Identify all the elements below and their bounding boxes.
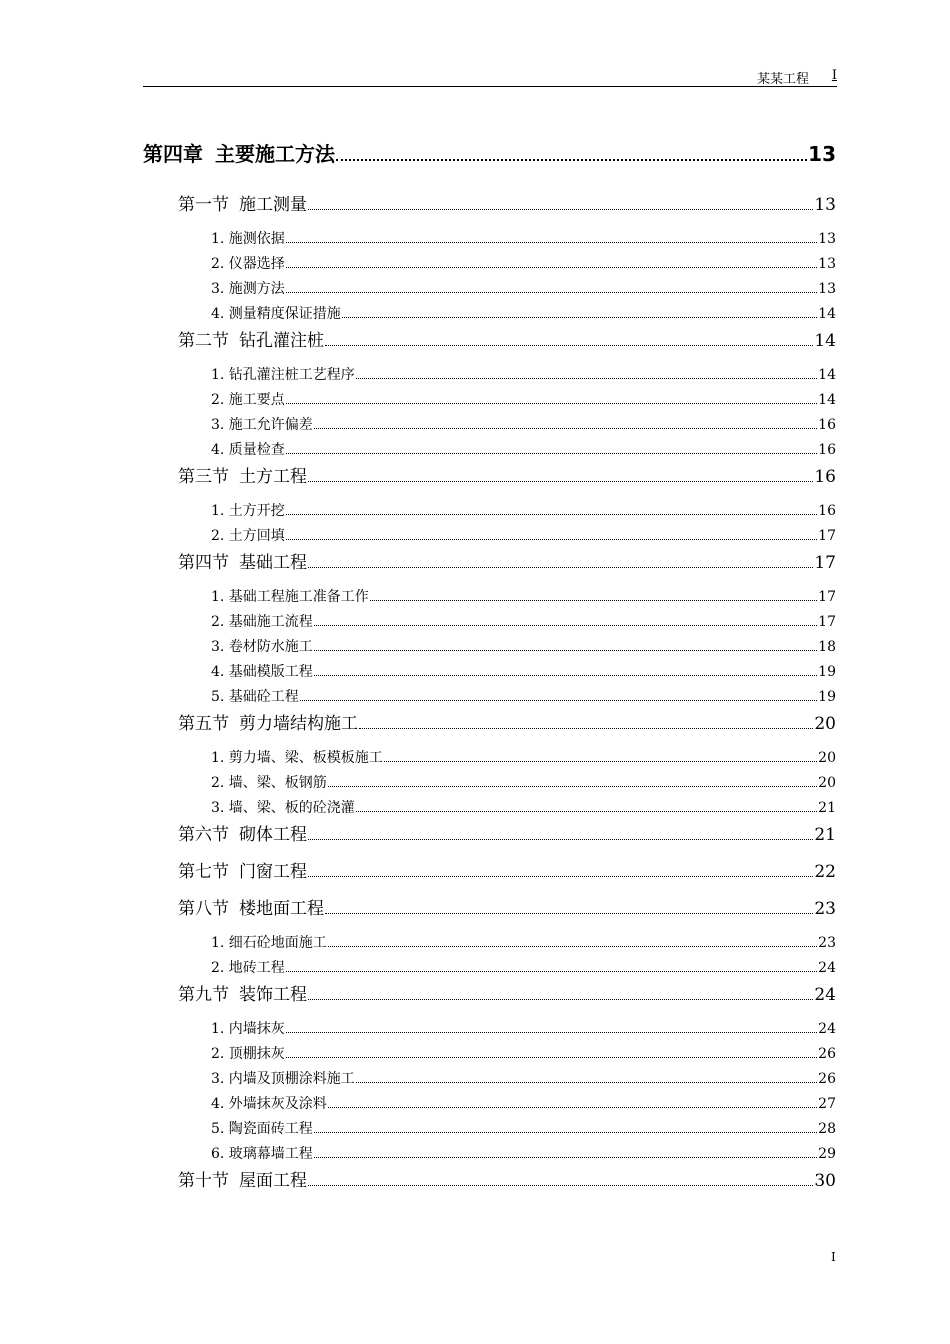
toc-entry-page-number: 17 (818, 614, 836, 630)
toc-subsection-entry[interactable] (211, 932, 836, 952)
toc-dot-leader (286, 284, 817, 293)
toc-entry-title (211, 686, 299, 706)
toc-entry-label: 4. 质量检查 (211, 442, 285, 458)
toc-dot-leader (314, 1124, 817, 1133)
toc-entry-label: 1. 剪力墙、梁、板模板施工 (211, 750, 383, 766)
toc-entry-label: 1. 基础工程施工准备工作 (211, 589, 369, 605)
toc-entry-title (211, 278, 285, 298)
toc-dot-leader (308, 1175, 813, 1186)
toc-section-entry[interactable] (178, 980, 836, 1005)
toc-entry-title (211, 414, 313, 434)
toc-entry-title (211, 611, 313, 631)
toc-entry-page-number: 26 (818, 1071, 836, 1087)
toc-section-entry[interactable] (178, 326, 836, 351)
toc-subsection-entry[interactable] (211, 1068, 836, 1088)
toc-entry-title (211, 797, 355, 817)
toc-entry-label: 1. 施测依据 (211, 231, 285, 247)
toc-entry-page-number: 13 (808, 142, 836, 166)
toc-dot-leader (308, 199, 813, 210)
toc-entry-number: 第二节 (178, 331, 229, 351)
toc-entry-label: 1. 钻孔灌注桩工艺程序 (211, 367, 355, 383)
toc-entry-label: 2. 地砖工程 (211, 960, 285, 976)
toc-entry-page-number: 20 (818, 750, 836, 766)
toc-entry-page-number: 17 (814, 553, 836, 573)
toc-entry-label: 1. 土方开挖 (211, 503, 285, 519)
toc-entry-title (211, 661, 313, 681)
toc-dot-leader (300, 692, 817, 701)
toc-dot-leader (356, 370, 817, 379)
toc-entry-label: 2. 墙、梁、板钢筋 (211, 775, 327, 791)
toc-dot-leader (286, 1049, 817, 1058)
toc-subsection-entry[interactable] (211, 957, 836, 977)
toc-entry-number: 第六节 (178, 825, 229, 845)
toc-entry-title (178, 462, 307, 487)
toc-entry-page-number: 17 (818, 528, 836, 544)
toc-subsection-entry[interactable] (211, 1018, 836, 1038)
toc-entry-page-number: 14 (818, 367, 836, 383)
toc-entry-title (211, 303, 341, 323)
toc-dot-leader (356, 1074, 817, 1083)
toc-dot-leader (314, 1149, 817, 1158)
toc-section-entry[interactable] (178, 709, 836, 734)
toc-entry-title (211, 1043, 285, 1063)
toc-entry-page-number: 17 (818, 589, 836, 605)
toc-entry-label: 3. 施测方法 (211, 281, 285, 297)
toc-entry-page-number: 24 (818, 960, 836, 976)
header-title: 某某工程 (756, 72, 809, 87)
toc-subsection-entry[interactable] (211, 1118, 836, 1138)
toc-entry-page-number: 23 (814, 899, 836, 919)
toc-entry-label: 1. 内墙抹灰 (211, 1021, 285, 1037)
toc-entry-title (178, 709, 358, 734)
toc-entry-label: 土方工程 (239, 467, 307, 487)
toc-section-entry[interactable] (178, 190, 836, 215)
toc-dot-leader (286, 395, 817, 404)
toc-entry-title (211, 1118, 313, 1138)
toc-entry-label: 装饰工程 (239, 985, 307, 1005)
toc-entry-title (211, 228, 285, 248)
toc-entry-label: 砌体工程 (239, 825, 307, 845)
toc-entry-number: 第九节 (178, 985, 229, 1005)
toc-entry-title (211, 500, 285, 520)
toc-subsection-entry[interactable] (211, 389, 836, 409)
toc-entry-title (178, 980, 307, 1005)
toc-dot-leader (308, 557, 813, 568)
toc-entry-label: 3. 内墙及顶棚涂料施工 (211, 1071, 355, 1087)
toc-subsection-entry[interactable] (211, 1093, 836, 1113)
toc-entry-page-number: 30 (814, 1171, 836, 1191)
toc-subsection-entry[interactable] (211, 1043, 836, 1063)
toc-entry-title (211, 932, 327, 952)
toc-entry-page-number: 16 (814, 467, 836, 487)
toc-entry-page-number: 13 (818, 256, 836, 272)
toc-entry-title (211, 389, 285, 409)
toc-subsection-entry[interactable] (211, 661, 836, 681)
toc-entry-title (211, 1093, 327, 1113)
toc-dot-leader (314, 420, 817, 429)
toc-subsection-entry[interactable] (211, 772, 836, 792)
toc-dot-leader (314, 667, 817, 676)
toc-entry-label: 2. 顶棚抹灰 (211, 1046, 285, 1062)
toc-entry-title (143, 138, 335, 167)
toc-entry-label: 2. 仪器选择 (211, 256, 285, 272)
toc-subsection-entry[interactable] (211, 686, 836, 706)
toc-section-entry[interactable] (178, 857, 836, 882)
toc-dot-leader (286, 506, 817, 515)
toc-entry-number: 第三节 (178, 467, 229, 487)
toc-entry-title (211, 772, 327, 792)
toc-entry-number: 第五节 (178, 714, 229, 734)
toc-entry-label: 4. 基础模版工程 (211, 664, 313, 680)
toc-entry-title (211, 636, 313, 656)
toc-dot-leader (308, 989, 813, 1000)
toc-entry-page-number: 13 (818, 231, 836, 247)
toc-section-entry[interactable] (178, 820, 836, 845)
toc-entry-page-number: 29 (818, 1146, 836, 1162)
toc-subsection-entry[interactable] (211, 1143, 836, 1163)
toc-entry-page-number: 24 (814, 985, 836, 1005)
toc-entry-title (178, 548, 307, 573)
toc-dot-leader (328, 778, 817, 787)
toc-entry-title (211, 525, 285, 545)
header-page-number: I (831, 68, 837, 83)
toc-entry-title (211, 1143, 313, 1163)
toc-subsection-entry[interactable] (211, 364, 836, 384)
toc-entry-label: 门窗工程 (239, 862, 307, 882)
toc-entry-label: 2. 土方回填 (211, 528, 285, 544)
toc-entry-page-number: 13 (818, 281, 836, 297)
toc-entry-number: 第四节 (178, 553, 229, 573)
toc-entry-page-number: 22 (814, 862, 836, 882)
toc-dot-leader (370, 592, 817, 601)
toc-entry-page-number: 21 (814, 825, 836, 845)
toc-dot-leader (342, 309, 817, 318)
toc-entry-title (178, 820, 307, 845)
toc-entry-label: 2. 基础施工流程 (211, 614, 313, 630)
toc-entry-title (211, 586, 369, 606)
toc-entry-page-number: 19 (818, 689, 836, 705)
toc-entry-label: 主要施工方法 (215, 142, 335, 166)
toc-entry-label: 1. 细石砼地面施工 (211, 935, 327, 951)
toc-dot-leader (328, 1099, 817, 1108)
toc-entry-label: 屋面工程 (239, 1171, 307, 1191)
toc-dot-leader (286, 445, 817, 454)
toc-dot-leader (314, 617, 817, 626)
toc-section-entry[interactable] (178, 548, 836, 573)
toc-subsection-entry[interactable] (211, 525, 836, 545)
toc-entry-title (211, 439, 285, 459)
toc-entry-label: 4. 外墙抹灰及涂料 (211, 1096, 327, 1112)
toc-entry-page-number: 14 (814, 331, 836, 351)
toc-entry-title (178, 190, 307, 215)
toc-entry-page-number: 14 (818, 392, 836, 408)
toc-subsection-entry[interactable] (211, 228, 836, 248)
toc-entry-label: 剪力墙结构施工 (239, 714, 358, 734)
toc-subsection-entry[interactable] (211, 500, 836, 520)
toc-dot-leader (308, 829, 813, 840)
toc-dot-leader (325, 903, 813, 914)
toc-dot-leader (336, 147, 807, 161)
toc-entry-title (178, 326, 324, 351)
toc-entry-page-number: 13 (814, 195, 836, 215)
toc-entry-label: 5. 基础砼工程 (211, 689, 299, 705)
toc-entry-label: 基础工程 (239, 553, 307, 573)
toc-entry-page-number: 14 (818, 306, 836, 322)
toc-entry-label: 施工测量 (239, 195, 307, 215)
toc-dot-leader (286, 1024, 817, 1033)
toc-entry-label: 3. 施工允许偏差 (211, 417, 313, 433)
toc-entry-page-number: 23 (818, 935, 836, 951)
toc-entry-title (178, 857, 307, 882)
toc-entry-number: 第四章 (143, 142, 203, 166)
toc-dot-leader (356, 803, 817, 812)
toc-entry-label: 钻孔灌注桩 (239, 331, 324, 351)
toc-entry-title (211, 253, 285, 273)
toc-entry-page-number: 27 (818, 1096, 836, 1112)
toc-entry-number: 第十节 (178, 1171, 229, 1191)
toc-dot-leader (308, 471, 813, 482)
toc-dot-leader (359, 718, 813, 729)
toc-subsection-entry[interactable] (211, 414, 836, 434)
toc-entry-title (211, 1018, 285, 1038)
toc-entry-page-number: 28 (818, 1121, 836, 1137)
toc-entry-title (211, 747, 383, 767)
toc-subsection-entry[interactable] (211, 303, 836, 323)
toc-entry-page-number: 16 (818, 417, 836, 433)
toc-subsection-entry[interactable] (211, 439, 836, 459)
toc-dot-leader (286, 531, 817, 540)
toc-entry-title (178, 894, 324, 919)
toc-entry-page-number: 26 (818, 1046, 836, 1062)
toc-entry-title (211, 957, 285, 977)
toc-subsection-entry[interactable] (211, 747, 836, 767)
toc-entry-title (178, 1166, 307, 1191)
toc-subsection-entry[interactable] (211, 636, 836, 656)
toc-subsection-entry[interactable] (211, 278, 836, 298)
toc-section-entry[interactable] (178, 894, 836, 919)
toc-entry-label: 2. 施工要点 (211, 392, 285, 408)
toc-subsection-entry[interactable] (211, 797, 836, 817)
toc-entry-number: 第八节 (178, 899, 229, 919)
toc-entry-page-number: 19 (818, 664, 836, 680)
toc-entry-title (211, 1068, 355, 1088)
toc-subsection-entry[interactable] (211, 253, 836, 273)
footer-page-number: I (831, 1250, 836, 1264)
toc-dot-leader (328, 938, 817, 947)
toc-entry-page-number: 24 (818, 1021, 836, 1037)
toc-dot-leader (286, 234, 817, 243)
toc-entry-page-number: 16 (818, 503, 836, 519)
toc-entry-label: 6. 玻璃幕墙工程 (211, 1146, 313, 1162)
toc-entry-page-number: 20 (818, 775, 836, 791)
toc-subsection-entry[interactable] (211, 611, 836, 631)
toc-dot-leader (384, 753, 817, 762)
toc-entry-label: 4. 测量精度保证措施 (211, 306, 341, 322)
toc-entry-page-number: 16 (818, 442, 836, 458)
toc-entry-label: 3. 卷材防水施工 (211, 639, 313, 655)
toc-entry-number: 第七节 (178, 862, 229, 882)
toc-entry-page-number: 20 (814, 714, 836, 734)
toc-entry-title (211, 364, 355, 384)
toc-subsection-entry[interactable] (211, 586, 836, 606)
toc-dot-leader (308, 866, 813, 877)
toc-section-entry[interactable] (178, 462, 836, 487)
toc-entry-page-number: 21 (818, 800, 836, 816)
toc-entry-label: 5. 陶瓷面砖工程 (211, 1121, 313, 1137)
toc-entry-label: 楼地面工程 (239, 899, 324, 919)
toc-chapter-entry[interactable] (143, 138, 836, 167)
toc-dot-leader (286, 963, 817, 972)
toc-entry-number: 第一节 (178, 195, 229, 215)
toc-dot-leader (314, 642, 817, 651)
toc-entry-page-number: 18 (818, 639, 836, 655)
toc-section-entry[interactable] (178, 1166, 836, 1191)
toc-dot-leader (286, 259, 817, 268)
toc-dot-leader (325, 335, 813, 346)
toc-entry-label: 3. 墙、梁、板的砼浇灌 (211, 800, 355, 816)
